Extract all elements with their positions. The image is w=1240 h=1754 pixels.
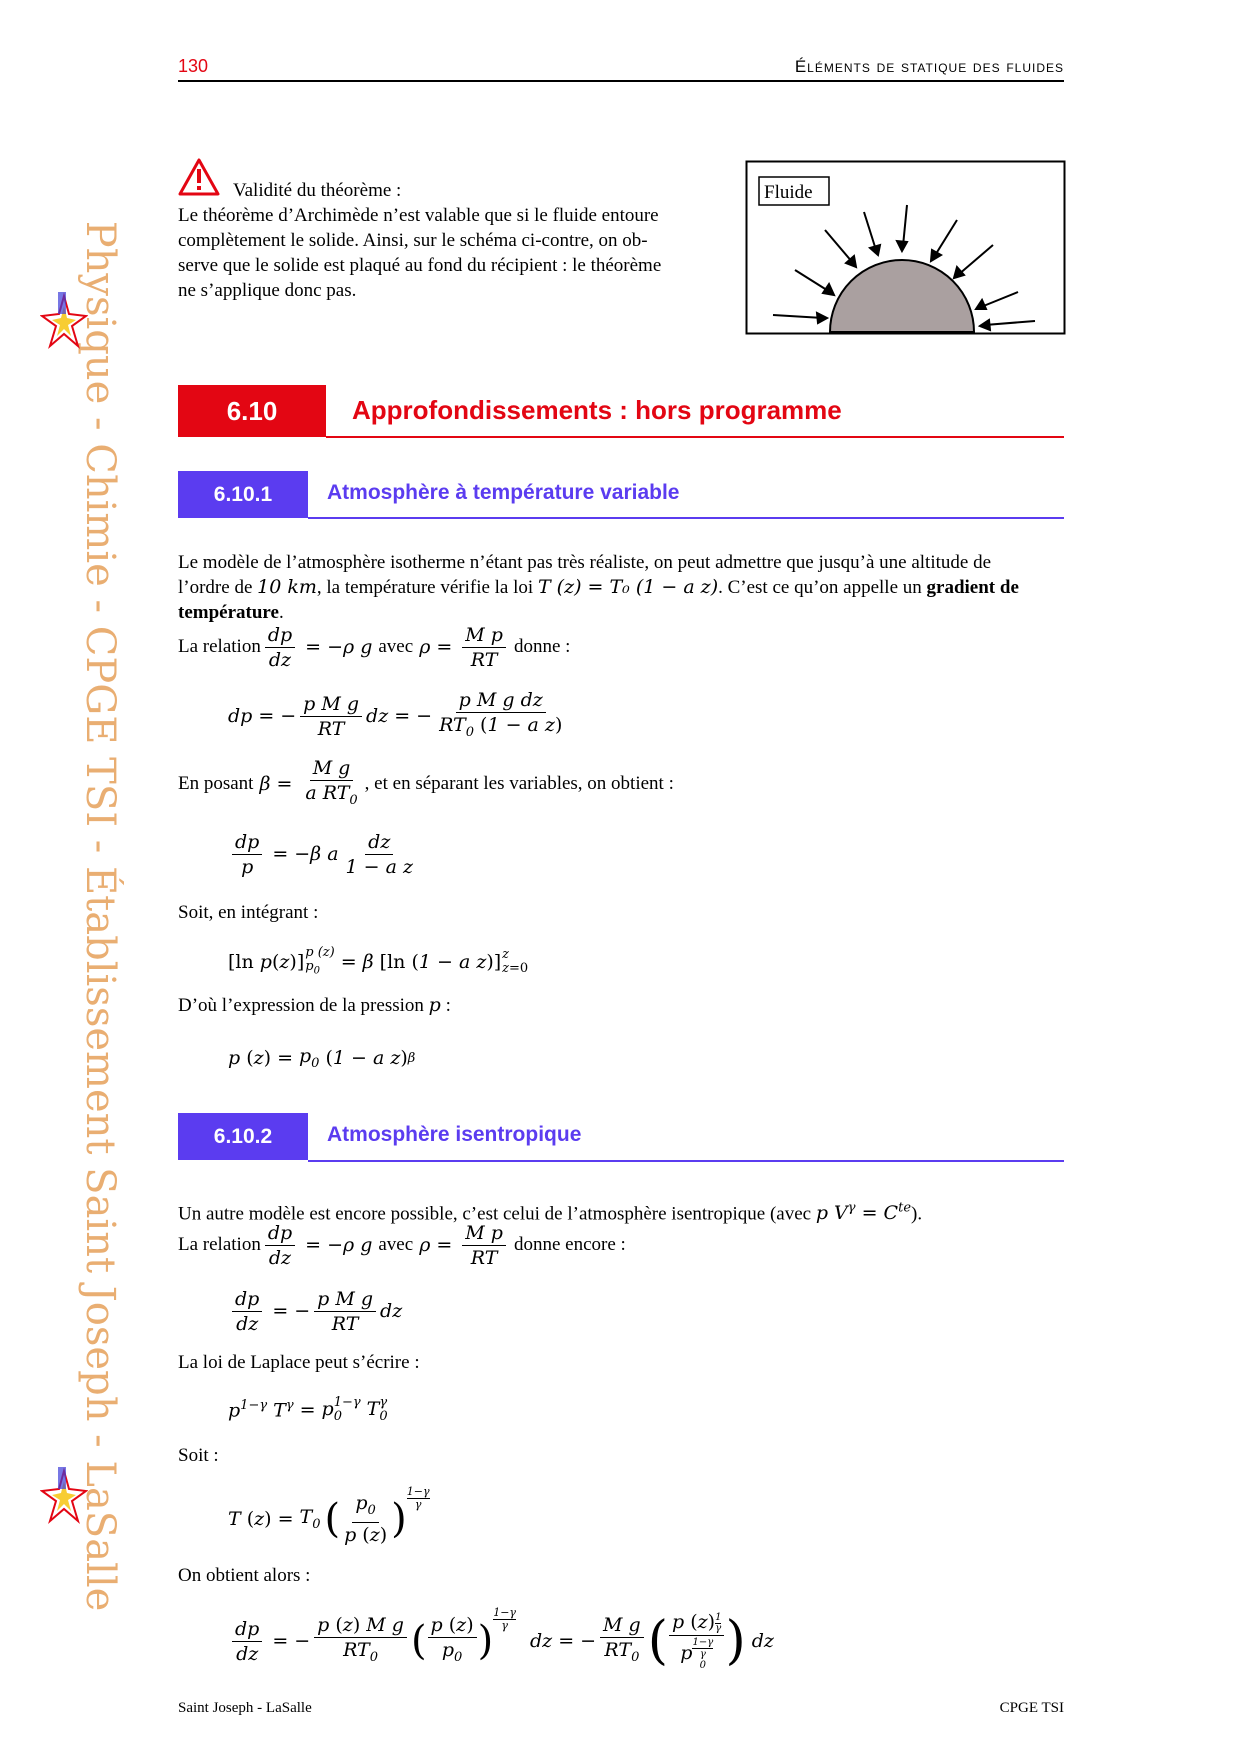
warning-icon [178, 158, 220, 196]
section-number: 6.10 [178, 385, 326, 437]
text-soit: Soit : [178, 1445, 219, 1466]
footer-right: CPGE TSI [999, 1700, 1064, 1716]
equation-dpdz: $\frac{dp}{dz}$ = − $\frac{\text{p M g}}{RT}$ dz [228, 1285, 402, 1337]
subsection-number: 6.10.2 [178, 1113, 308, 1160]
relation-line-1: La relation $\frac{dp}{dz}$ = −ρ g avec ρ = $\frac{\text{M p}}{RT}$ donne : [178, 623, 571, 671]
school-logo-bottom [40, 1465, 88, 1529]
paragraph-line: l’ordre de 10 km, la température vérifie la loi T (z) = T₀ (1 − a z). C’est ce qu’on appelle un gradient de [178, 576, 1019, 598]
text-laplace: La loi de Laplace peut s’écrire : [178, 1352, 420, 1373]
warning-text [178, 203, 718, 303]
paragraph-isentropic: Un autre modèle est encore possible, c’est celui de l’atmosphère isentropique (avec p $V^\gamma = C^{te}$). [178, 1201, 923, 1225]
logo-text-top [58, 292, 66, 314]
paragraph-line: température. [178, 602, 284, 623]
equation-final: $\frac{dp}{dz}$ = − $\frac{\text{p (z) M g}}{RT_0}$ ( $\frac{p (z)}{p_0}$ ) 1−γ γ dz = − $\frac{\text{M g}}{RT_0}$ ( p (z) $\frac{1}{\gamma}$ p 1−γ γ 0 ) dz [228, 1605, 774, 1677]
beta-definition-line: En posant β = $\frac{\text{M g}}{a RT_0}$ , et en séparant les variables, on obtient : [178, 756, 674, 808]
logo-text-bottom [58, 1467, 66, 1489]
equation-separated: $\frac{dp}{p}$ = −β a $\frac{dz}{\text{1 − a z}}$ [228, 828, 420, 880]
keyword: température [178, 602, 279, 623]
subsection-number: 6.10.1 [178, 471, 308, 518]
header-rule [178, 80, 1064, 82]
altitude-value: 10 km [257, 576, 317, 598]
isentropic-law: p $V^\gamma = C^{te}$ [815, 1201, 912, 1225]
warning-line: Le théorème d’Archimède n’est valable que si le fluide entoure [178, 205, 659, 226]
text-soit-integrant: Soit, en intégrant : [178, 902, 319, 923]
equation-integrated: [ ln p ( z ) ] p (z) $p_0$ = β [ ln ( 1 − a z ) ] z z=0 [228, 944, 529, 977]
paragraph-line: Le modèle de l’atmosphère isotherme n’étant pas très réaliste, on peut admettre que jusqu’à une altitude de [178, 552, 992, 573]
equation-temperature: T (z) = $T_0$ ( $\frac{p_0}{p (z)}$ ) 1−γ γ [228, 1485, 430, 1547]
side-watermark [72, 220, 128, 1612]
warning-line: complètement le solide. Ainsi, sur le schéma ci-contre, on ob- [178, 230, 648, 251]
side-watermark-text: Physique - Chimie - CPGE TSI - Établissement Saint Joseph - LaSalle [77, 220, 123, 1612]
warning-line: ne s’applique donc pas. [178, 280, 357, 301]
subsection-rule [308, 517, 1064, 519]
text-obtient: On obtient alors : [178, 1565, 311, 1586]
warning-line: serve que le solide est plaqué au fond du récipient : le théorème [178, 255, 662, 276]
subsection-title: Atmosphère isentropique [327, 1123, 582, 1146]
warning-title: Validité du théorème : [233, 180, 402, 201]
solid-half-disk [830, 260, 974, 332]
footer-left: Saint Joseph - LaSalle [178, 1700, 312, 1716]
paragraph-intro [178, 550, 1068, 625]
equation-laplace: $p^{1-\gamma}$ $T^\gamma$ = p 1−γ 0 T γ 0 [228, 1395, 388, 1424]
subsection-title: Atmosphère à température variable [327, 481, 680, 504]
chapter-title: Éléments de statique des fluides [794, 57, 1064, 76]
equation-dp: dp = − $\frac{\text{p M g}}{RT}$ dz = − $\frac{\text{p M g dz}}{RT_0 (1 - a z)}$ [228, 688, 563, 740]
school-logo-top [40, 290, 88, 354]
pressure-symbol: p [428, 994, 441, 1016]
page-number: 130 [178, 56, 209, 76]
temperature-law: T (z) = T₀ (1 − a z) [537, 576, 719, 598]
equation-pressure: p (z) = $p_0$ ( 1 − a z ) β [228, 1045, 416, 1071]
fluide-label: Fluide [764, 182, 813, 203]
keyword: gradient de [926, 577, 1019, 598]
subsection-rule [308, 1160, 1064, 1162]
text-dou: D’où l’expression de la pression p : [178, 994, 451, 1016]
relation-line-2: La relation $\frac{dp}{dz}$ = −ρ g avec ρ = $\frac{\text{M p}}{RT}$ donne encore : [178, 1221, 626, 1269]
section-rule [326, 436, 1064, 438]
section-title: Approfondissements : hors programme [352, 395, 842, 425]
